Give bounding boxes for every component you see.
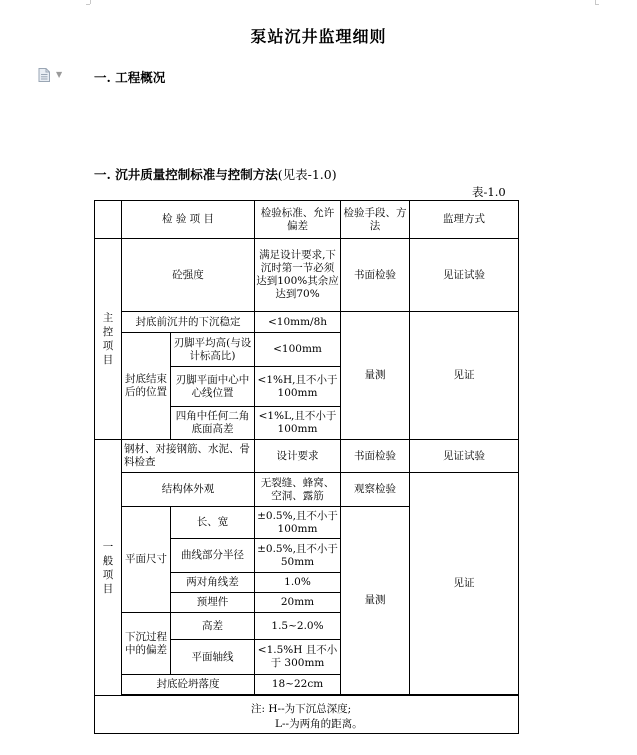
height-diff-std: 1.5~2.0% [255, 613, 341, 640]
table-note [95, 696, 519, 734]
settle-stable: 封底前沉井的下沉稳定 [122, 312, 255, 333]
plane-axis: 平面轴线 [171, 640, 255, 675]
length-width: 长、宽 [171, 507, 255, 539]
measure-method: 量测 [341, 507, 410, 695]
height-diff: 高差 [171, 613, 255, 640]
main-control-group: 主 控 项 目 [95, 239, 122, 440]
page-title: 泵站沉井监理细则 [250, 27, 387, 46]
table-row [95, 312, 519, 333]
table-row [95, 239, 519, 312]
header-standard: 检验标准、允许偏差 [255, 201, 341, 239]
corner-height-diff-std: <1%L,且不小于100mm [255, 407, 341, 440]
header-item: 检 验 项 目 [122, 201, 255, 239]
concrete-strength-std: 满足设计要求,下沉时第一节必须达到100%其余应达到70% [255, 239, 341, 312]
diagonal-diff-std: 1.0% [255, 573, 341, 593]
appearance-std: 无裂缝、蜂窝、空洞、露筋 [255, 473, 341, 507]
table-row [95, 440, 519, 473]
concrete-strength-supervision: 见证试验 [410, 239, 519, 312]
measure-supervision: 见证 [410, 473, 519, 695]
embedded-parts-std: 20mm [255, 593, 341, 613]
materials-supervision: 见证试验 [410, 440, 519, 473]
bottom-drop: 封底砼坍落度 [122, 675, 255, 695]
blade-avg-height: 刃脚平均高(与设计标高比) [171, 333, 255, 367]
embedded-parts: 预埋件 [171, 593, 255, 613]
section-heading-overview: 一. 工程概况 [94, 70, 166, 85]
appearance: 结构体外观 [122, 473, 255, 507]
general-group: 一 般 项 目 [95, 440, 122, 696]
materials-std: 设计要求 [255, 440, 341, 473]
chevron-down-icon[interactable]: ▼ [56, 70, 63, 79]
appearance-method: 观察检验 [341, 473, 410, 507]
length-width-std: ±0.5%,且不小于100mm [255, 507, 341, 539]
header-blank [95, 201, 122, 239]
bottom-drop-std: 18~22cm [255, 675, 341, 695]
plane-size: 平面尺寸 [122, 507, 171, 613]
concrete-strength-method: 书面检验 [341, 239, 410, 312]
header-method: 检验手段、方法 [341, 201, 410, 239]
page-corner-mark [595, 4, 599, 5]
section-heading-quality-control [94, 165, 337, 183]
sinking-deviation: 下沉过程中的偏差 [122, 613, 171, 675]
header-supervision: 监理方式 [410, 201, 519, 239]
section-heading-ref: (见表-1.0) [277, 167, 337, 182]
quality-control-table [94, 200, 519, 734]
section-heading-bold: 一. 沉井质量控制标准与控制方法 [94, 167, 278, 182]
position-group: 封底结束后的位置 [122, 333, 171, 440]
position-supervision: 见证 [410, 312, 519, 440]
settle-stable-std: <10mm/8h [255, 312, 341, 333]
plane-axis-std: <1.5%H 且不小于 300mm [255, 640, 341, 675]
page-corner-mark [90, 0, 91, 4]
page-corner-mark [86, 4, 90, 5]
table-row [95, 473, 519, 507]
blade-center-line: 刃脚平面中心中心线位置 [171, 367, 255, 407]
curve-radius-std: ±0.5%,且不小于50mm [255, 539, 341, 573]
diagonal-diff: 两对角线差 [171, 573, 255, 593]
note-line-1: H--为下沉总深度; [268, 703, 352, 715]
corner-height-diff: 四角中任何二角底面高差 [171, 407, 255, 440]
table-caption: 表-1.0 [472, 185, 506, 199]
materials: 钢材、对接钢筋、水泥、骨料检查 [122, 440, 255, 473]
blade-avg-height-std: <100mm [255, 333, 341, 367]
curve-radius: 曲线部分半径 [171, 539, 255, 573]
blade-center-line-std: <1%H,且不小于100mm [255, 367, 341, 407]
position-method: 量测 [341, 312, 410, 440]
concrete-strength: 砼强度 [122, 239, 255, 312]
table-note-row [95, 696, 519, 734]
document-icon[interactable] [38, 68, 50, 82]
table-header-row [95, 201, 519, 239]
note-line-2: L--为两角的距离。 [275, 718, 363, 730]
materials-method: 书面检验 [341, 440, 410, 473]
note-label: 注: [251, 703, 266, 715]
